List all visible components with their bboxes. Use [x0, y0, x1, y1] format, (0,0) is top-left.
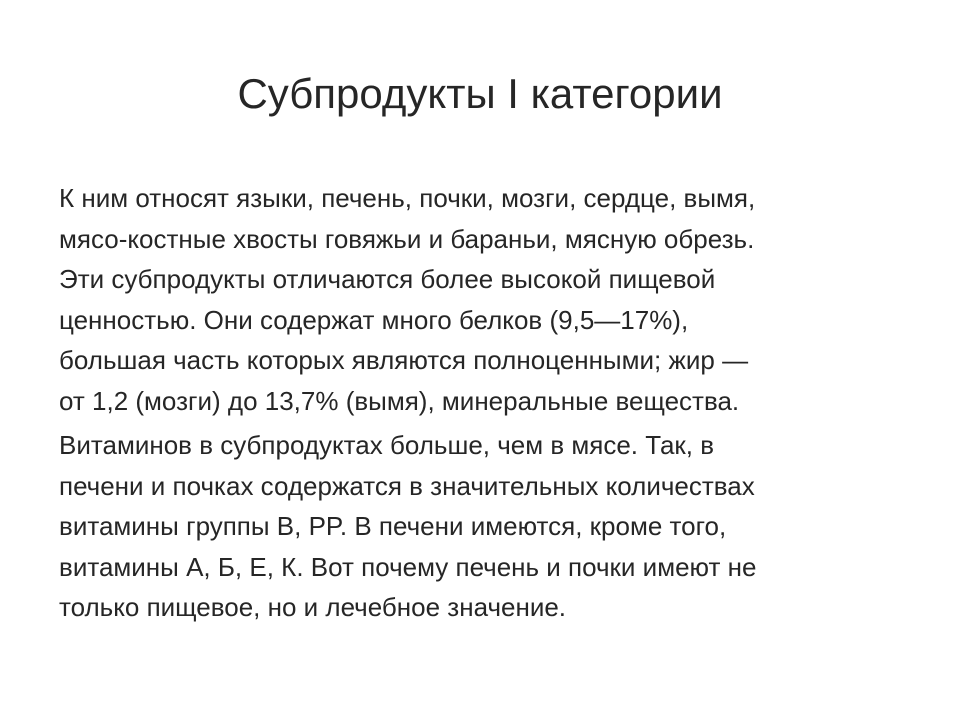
paragraph-vitamins: Витаминов в субпродуктах больше, чем в мясе. Так, в печени и почках содержатся в значительных количествах витамины группы В, PP. В печени имеются, кроме того, витамины А, Б, Е, К. Вот почему печень и почки имеют не только пищевое, но и лечебное значение. [59, 430, 757, 622]
slide-body [59, 178, 899, 632]
paragraph-organs: К ним относят языки, печень, почки, мозги, сердце, вымя, мясо-костные хвосты говяжьи и бараньи, мясную обрезь. Эти субпродукты отличаются более высокой пищевой ценностью. Они содержат много белков (9,5—17%), большая часть которых являются полноценными; жир — от 1,2 (мозги) до 13,7% (вымя), минеральные вещества. [59, 183, 756, 416]
slide-title: Субпродукты I категории [237, 70, 723, 117]
